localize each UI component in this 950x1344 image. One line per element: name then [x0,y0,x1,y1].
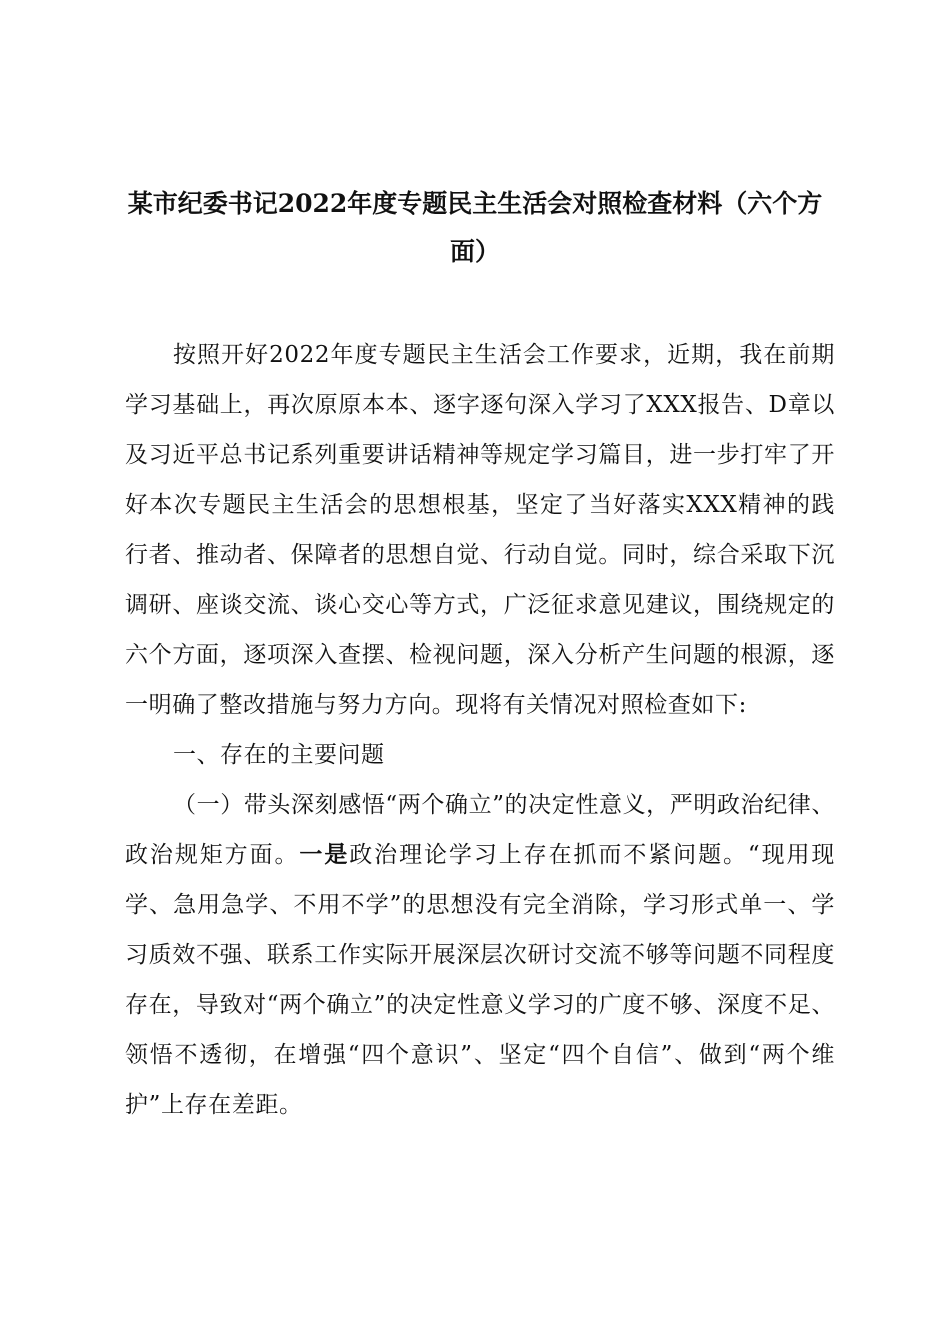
section-heading: 一、存在的主要问题 [173,742,385,768]
document-body [125,330,835,1130]
point-label: 一是 [299,841,350,868]
document-title [110,180,840,276]
subsection-paragraph [125,780,835,1130]
intro-paragraph: 按照开好2022年度专题民主生活会工作要求，近期，我在前期学习基础上，再次原原本本、逐字逐句深入学习了XXX报告、D章以及习近平总书记系列重要讲话精神等规定学习篇目，进一步打牢了开好本次专题民主生活会的思想根基，坚定了当好落实XXX精神的践行者、推动者、保障者的思想自觉、行动自觉。同时，综合采取下沉调研、座谈交流、谈心交心等方式，广泛征求意见建议，围绕规定的六个方面，逐项深入查摆、检视问题，深入分析产生问题的根源，逐一明确了整改措施与努力方向。现将有关情况对照检查如下: [125,342,835,718]
subsection-lead: （一）带头深刻感悟“两个确立”的决定性意义，严明政治纪律、政治规矩方面。 [125,792,835,868]
point-text: 政治理论学习上存在抓而不紧问题。“现用现学、急用急学、不用不学”的思想没有完全消除，学习形式单一、学习质效不强、联系工作实际开展深层次研讨交流不够等问题不同程度存在，导致对“两个确立”的决定性意义学习的广度不够、深度不足、领悟不透彻，在增强“四个意识”、坚定“四个自信”、做到“两个维护”上存在差距。 [125,842,836,1118]
title-line-1: 某市纪委书记2022年度专题民主生活会对照检查材料（六个方 [127,189,823,218]
title-line-2: 面） [449,237,500,266]
